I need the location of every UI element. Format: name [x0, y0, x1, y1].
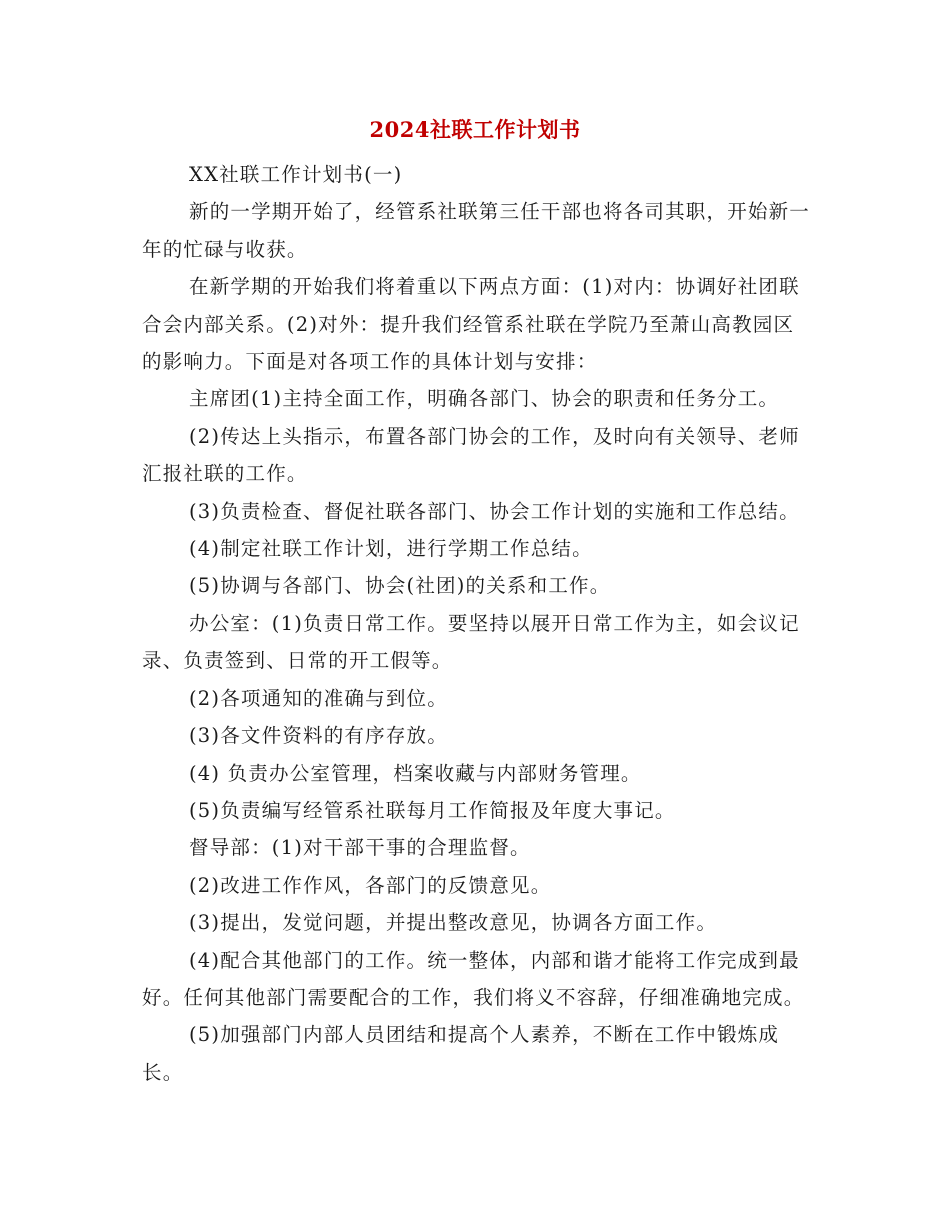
paragraph: 办公室：(1)负责日常工作。要坚持以展开日常工作为主，如会议记录、负责签到、日常的开工假等。: [142, 611, 800, 673]
paragraph: (4)制定社联工作计划，进行学期工作总结。: [189, 537, 593, 561]
paragraph: 新的一学期开始了，经管系社联第三任干部也将各司其职，开始新一年的忙碌与收获。: [142, 200, 811, 261]
paragraph: 督导部：(1)对干部干事的合理监督。: [189, 836, 531, 860]
paragraph: (3)提出，发觉问题，并提出整改意见，协调各方面工作。: [189, 911, 718, 935]
paragraph: 主席团(1)主持全面工作，明确各部门、协会的职责和任务分工。: [189, 387, 780, 411]
paragraph: 在新学期的开始我们将着重以下两点方面：(1)对内：协调好社团联合会内部关系。(2)对外：提升我们经管系社联在学院乃至萧山高教园区的影响力。下面是对各项工作的具体计划与安排：: [142, 275, 800, 374]
paragraph: (5)加强部门内部人员团结和提高个人素养，不断在工作中锻炼成长。: [142, 1023, 780, 1084]
paragraph: (5)负责编写经管系社联每月工作简报及年度大事记。: [189, 798, 676, 822]
paragraph: (2)改进工作作风，各部门的反馈意见。: [189, 873, 552, 897]
paragraph: (5)协调与各部门、协会(社团)的关系和工作。: [189, 574, 611, 598]
paragraph: (4)配合其他部门的工作。统一整体，内部和谐才能将工作完成到最好。任何其他部门需要配合的工作，我们将义不容辞，仔细准确地完成。: [142, 948, 805, 1009]
document-body: [142, 156, 812, 1091]
paragraph: (2)各项通知的准确与到位。: [189, 686, 448, 710]
document-title: 2024社联工作计划书: [369, 117, 581, 142]
paragraph: (2)传达上头指示，布置各部门协会的工作，及时向有关领导、老师汇报社联的工作。: [142, 424, 800, 486]
paragraph: XX社联工作计划书(一): [189, 163, 403, 186]
paragraph: (3)各文件资料的有序存放。: [189, 724, 448, 748]
paragraph: (4) 负责办公室管理，档案收藏与内部财务管理。: [189, 761, 642, 785]
paragraph: (3)负责检查、督促社联各部门、协会工作计划的实施和工作总结。: [189, 499, 800, 523]
